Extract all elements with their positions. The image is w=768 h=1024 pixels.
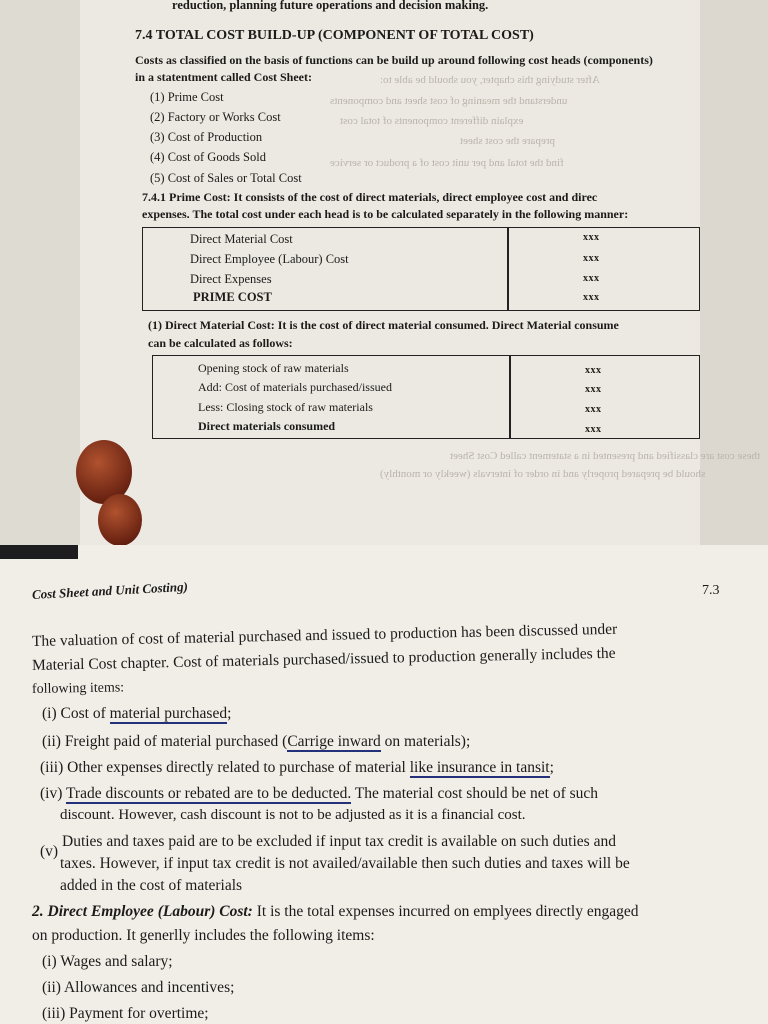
prime-cost-paragraph	[142, 190, 597, 205]
dmc-text: can be calculated as follows:	[148, 336, 293, 350]
cost-head-item: (4) Cost of Goods Sold	[150, 150, 266, 164]
bottom-page	[0, 545, 768, 1024]
prime-cost-text: : It consists of the cost of direct materials, direct employee cost and direc	[226, 190, 598, 204]
table-row-value: xxx	[585, 404, 602, 415]
bleed-through: should be prepared properly and in order of intervals (weekly or monthly)	[380, 468, 706, 480]
prime-cost-heading: 7.4.1 Prime Cost	[142, 190, 227, 204]
intro-line: Costs as classified on the basis of functions can be build up around following cost heads (components)	[135, 53, 653, 67]
paragraph-line: on production. It generlly includes the following items:	[32, 927, 375, 944]
bleed-through: find the total and per unit cost of a product or service	[330, 157, 564, 169]
list-item: (ii) Freight paid of material purchased (Carrige inward on materials);	[42, 733, 471, 750]
background-left	[0, 0, 80, 545]
page-shadow	[0, 545, 78, 559]
table-row-label: Direct Material Cost	[190, 232, 293, 246]
top-page	[80, 0, 761, 545]
dmc-heading: (1) Direct Material Cost:	[148, 318, 275, 332]
dmc-paragraph	[148, 318, 619, 333]
table-row-label: Direct Expenses	[190, 272, 272, 286]
table-row-value: xxx	[585, 384, 602, 395]
list-item: (iii) Other expenses directly related to purchase of material like insurance in tansit;	[40, 759, 554, 776]
list-item: (iv) Trade discounts or rebated are to be deducted. The material cost should be net of such	[40, 785, 599, 802]
background-right	[700, 0, 768, 545]
cost-head-item: (1) Prime Cost	[150, 90, 224, 104]
table-row-label: Direct Employee (Labour) Cost	[190, 252, 349, 266]
bleed-through: explain different components of total cost	[340, 115, 524, 127]
page-number: 7.3	[702, 583, 720, 598]
table-row-value: xxx	[583, 273, 600, 284]
finger	[98, 494, 142, 546]
list-item: (ii) Allowances and incentives;	[42, 979, 235, 996]
list-item: (iii) Payment for overtime;	[42, 1005, 209, 1022]
bleed-through: prepare the cost sheet	[460, 135, 555, 147]
list-item: (i) Wages and salary;	[42, 953, 173, 970]
table-row-label: Opening stock of raw materials	[198, 361, 349, 375]
bleed-through: these cost are classified and presented in a statement called Cost Sheet	[450, 450, 761, 462]
paragraph-line: Material Cost chapter. Cost of materials purchased/issued to production generally includes the	[31, 644, 616, 674]
table-row-label: PRIME COST	[193, 290, 272, 304]
cost-head-item: (2) Factory or Works Cost	[150, 110, 281, 124]
bleed-through: After studying this chapter, you should be able to:	[380, 74, 600, 86]
table-row-value: xxx	[585, 424, 602, 435]
table-row-value: xxx	[583, 292, 600, 303]
table-row-value: xxx	[583, 232, 600, 243]
list-item-continued: taxes. However, if input tax credit is not availed/available then such duties and taxes will be	[60, 855, 630, 872]
table-row-value: xxx	[585, 365, 602, 376]
table-row-value: xxx	[583, 253, 600, 264]
running-head: Cost Sheet and Unit Costing)	[31, 578, 189, 602]
table-row-label: Add: Cost of materials purchased/issued	[198, 380, 392, 394]
dmc-text: It is the cost of direct material consumed. Direct Material consume	[274, 318, 619, 332]
employee-cost-paragraph: 2. Direct Employee (Labour) Cost: It is the total expenses incurred on emplyees directly engaged	[32, 903, 639, 920]
list-item: (i) Cost of material purchased;	[42, 705, 232, 722]
paragraph-line: The valuation of cost of material purchased and issued to production has been discussed under	[31, 620, 618, 650]
bleed-through: understand the meaning of cost sheet and components	[330, 95, 568, 107]
table-row-label: Direct materials consumed	[198, 419, 336, 433]
list-item-continued: discount. However, cash discount is not to be adjusted as it is a financial cost.	[60, 807, 526, 823]
cost-head-item: (5) Cost of Sales or Total Cost	[150, 171, 302, 185]
prime-cost-text: expenses. The total cost under each head is to be calculated separately in the following manner:	[142, 207, 629, 221]
cut-line: reduction, planning future operations and decision making.	[172, 0, 489, 12]
section-heading: 7.4 TOTAL COST BUILD-UP (COMPONENT OF TOTAL COST)	[135, 28, 534, 43]
employee-cost-heading: 2. Direct Employee (Labour) Cost:	[32, 903, 253, 920]
paragraph-line: following items:	[31, 680, 125, 697]
list-item: Duties and taxes paid are to be excluded if input tax credit is available on such duties and	[62, 833, 616, 850]
cost-head-item: (3) Cost of Production	[150, 130, 263, 144]
table-row-label: Less: Closing stock of raw materials	[198, 400, 373, 414]
intro-line: in a statentment called Cost Sheet:	[135, 70, 312, 84]
list-item-number: (v)	[40, 843, 59, 860]
list-item-continued: added in the cost of materials	[60, 877, 243, 894]
